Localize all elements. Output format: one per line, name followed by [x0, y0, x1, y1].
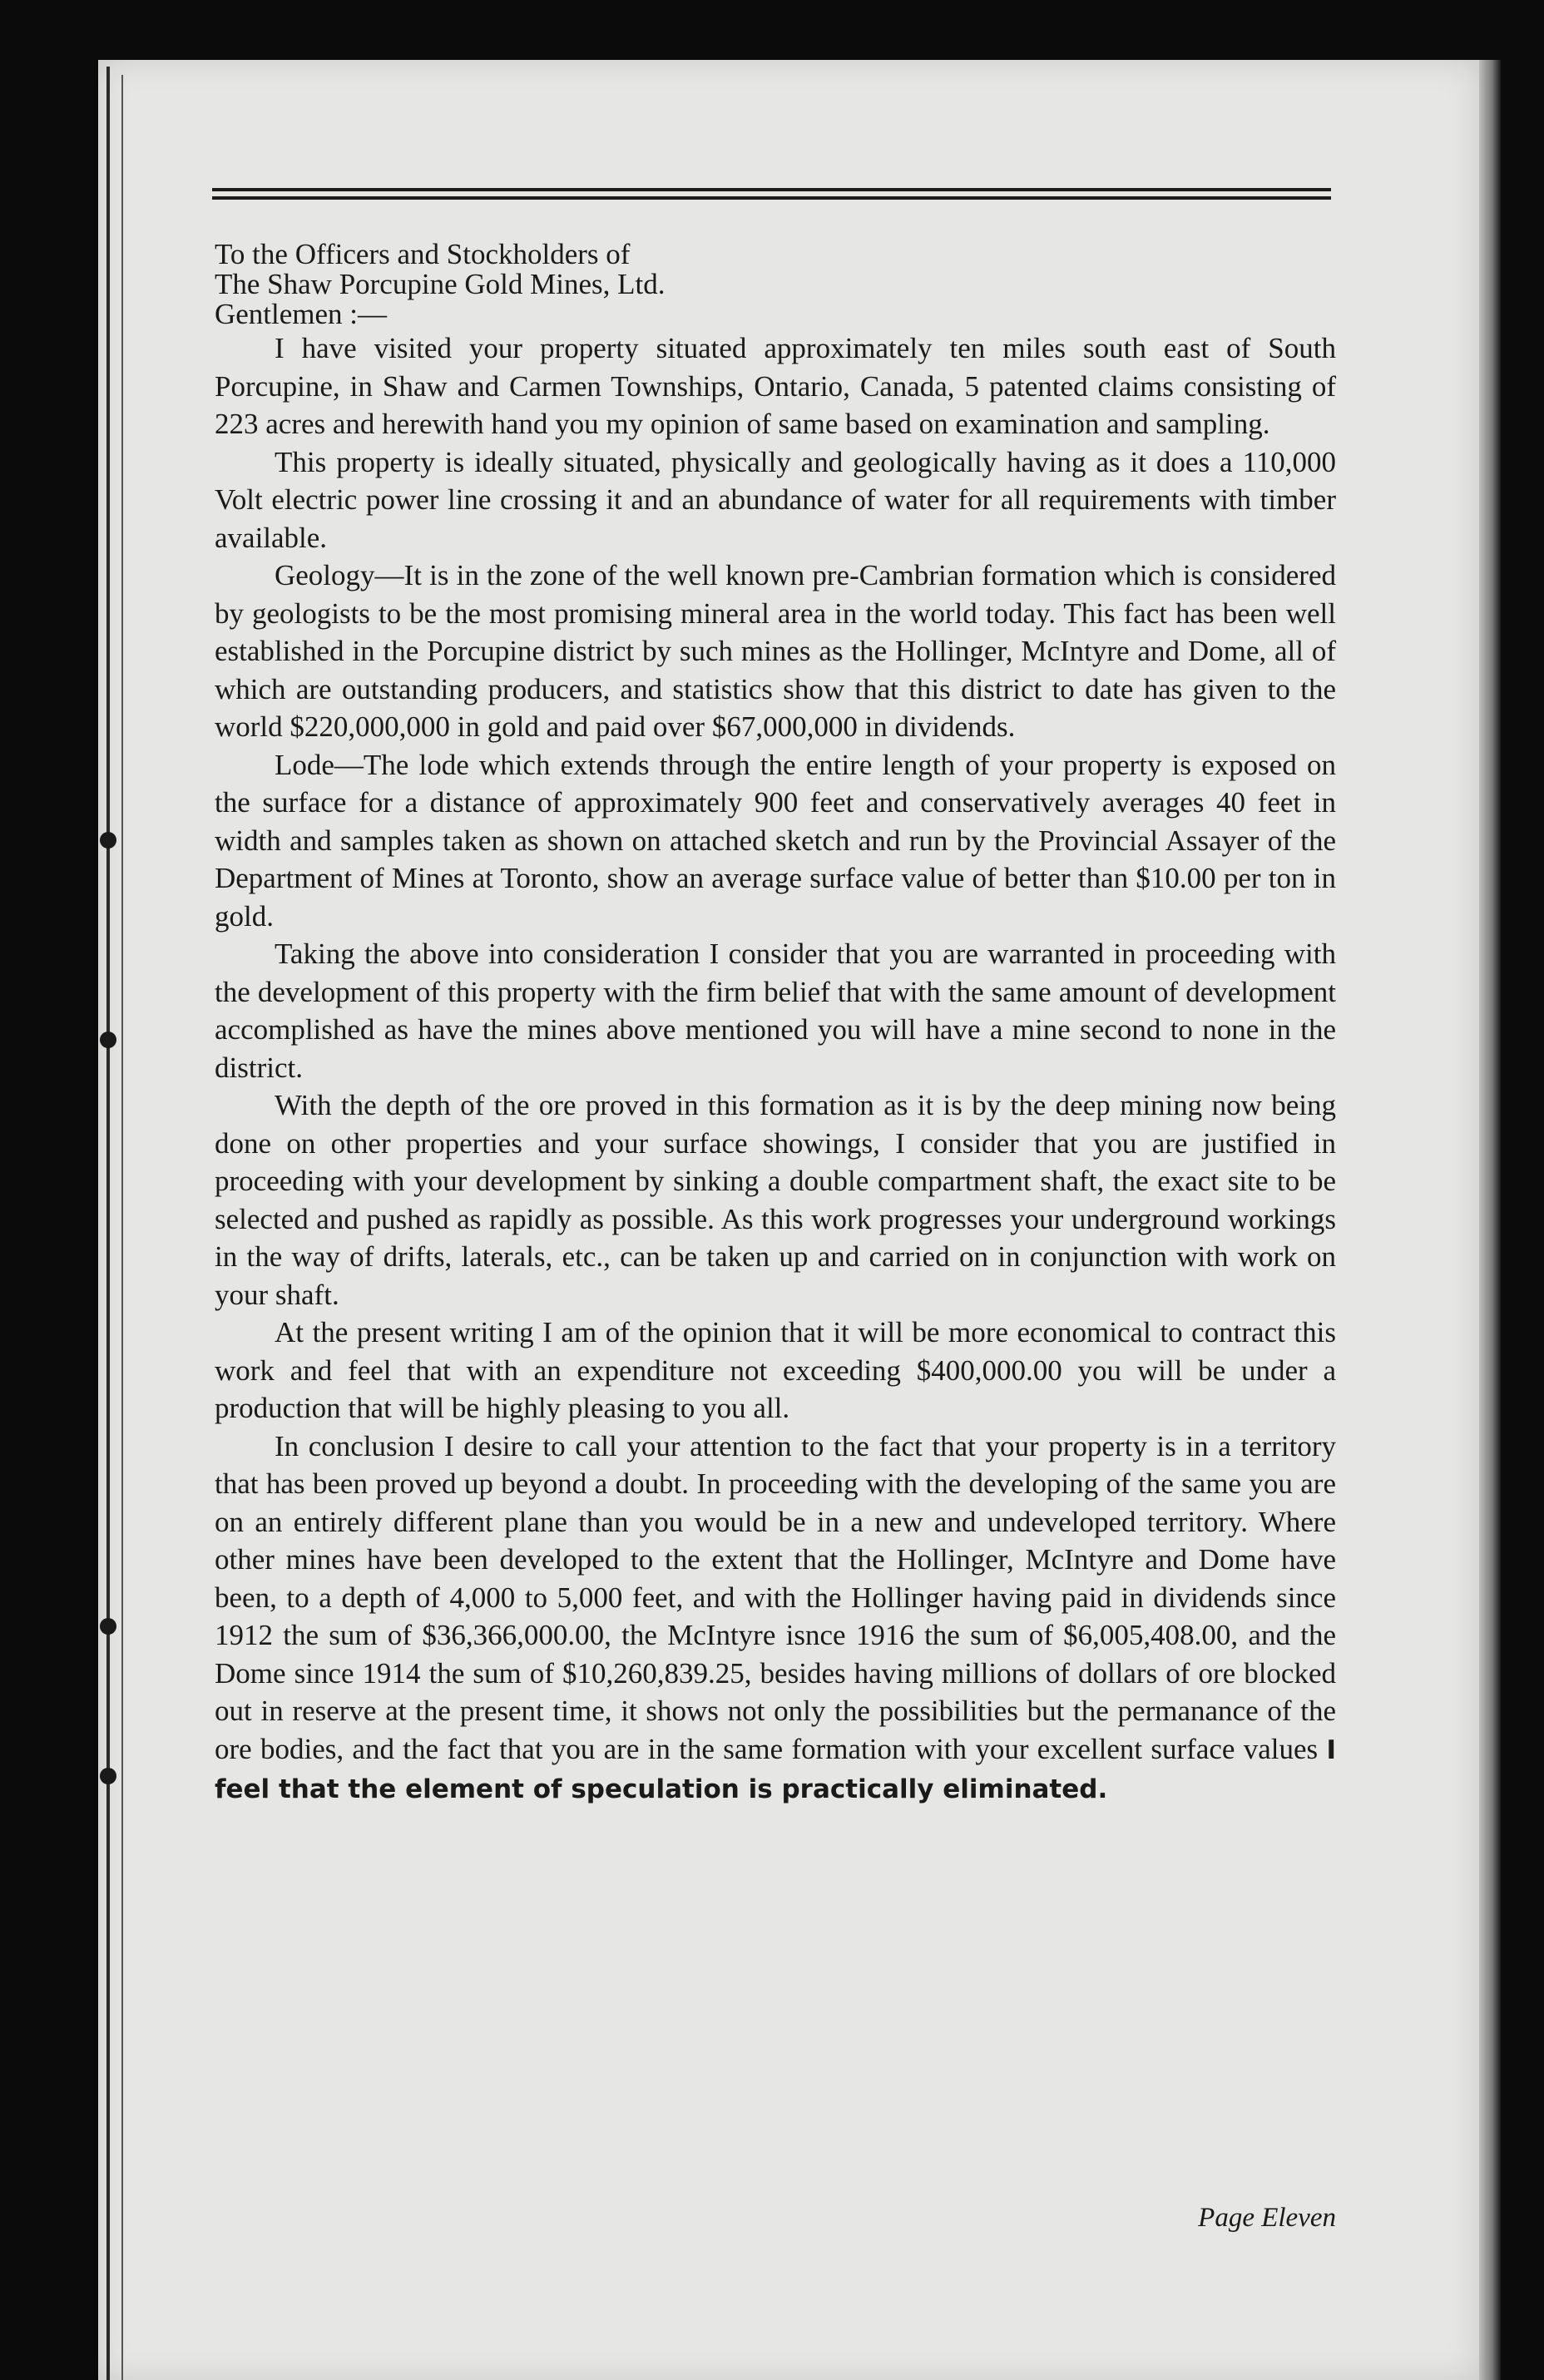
stitch-mark [100, 1618, 116, 1635]
address-line-1: To the Officers and Stockholders of [215, 238, 631, 270]
stitch-mark [100, 1032, 116, 1048]
stitch-mark [100, 832, 116, 849]
binding-edge [106, 67, 110, 2380]
paragraph-geology: Geology—It is in the zone of the well known pre-Cambrian formation which is considered by geologists to be the most promising mineral area in the world today. This fact has been well established in the Porcupine district by such mines as the Hollinger, McIntyre and Dome, all of which are outstanding producers, and statistics show that this district to date has given to the world $220,000,000 in gold and paid over $67,000,000 in dividends. [215, 559, 1336, 743]
stitch-mark [100, 1768, 116, 1784]
conclusion-bold-statement: I feel that the element of speculation is practically eliminated. [215, 1734, 1336, 1804]
paragraph-lode: Lode—The lode which extends through the entire length of your property is exposed on the surface for a distance of approximately 900 feet and conservatively averages 40 feet in width and samples taken as shown on attached sketch and run by the Provincial Assayer of the Department of Mines at Toronto, show an average surface value of better than $10.00 per ton in gold. [215, 748, 1336, 933]
address-block [215, 240, 1336, 329]
binding-edge-inner [121, 75, 123, 2380]
paragraph-shaft: With the depth of the ore proved in this formation as it is by the deep mining now being done on other properties and your surface showings, I consider that you are justified in proceeding with your development by sinking a double compartment shaft, the exact site to be selected and pushed as rapidly as possible. As this work progresses your underground workings in the way of drifts, laterals, etc., can be taken up and carried on in conjunction with work on your shaft. [215, 1089, 1336, 1311]
salutation: Gentlemen :— [215, 298, 388, 330]
conclusion-text: In conclusion I desire to call your attention to the fact that your property is in a territory that has been proved up beyond a doubt. In proceeding with the developing of the same you are on an entirely different plane than you would be in a new and undeveloped territory. Where other mines have been developed to the extent that the Hollinger, McIntyre and Dome have been, to a depth of 4,000 to 5,000 feet, and with the Hollinger having paid in dividends since 1912 the sum of $36,366,000.00, the McIntyre isnce 1916 the sum of $6,005,408.00, and the Dome since 1914 the sum of $10,260,839.25, besides having millions of dollars of ore blocked out in reserve at the present time, it shows not only the possibilities but the permanance of the ore bodies, and the fact that you are in the same formation with your excellent surface values [215, 1429, 1336, 1765]
address-line-2: The Shaw Porcupine Gold Mines, Ltd. [215, 268, 666, 300]
paragraph-conclusion [215, 1428, 1336, 1809]
paragraph-contract: At the present writing I am of the opinion that it will be more economical to contract this work and feel that with an expenditure not exceeding $400,000.00 you will be under a production that will be highly pleasing to you all. [215, 1316, 1336, 1424]
page-number-label: Page Eleven [1198, 2203, 1336, 2233]
header-double-rule [212, 188, 1331, 200]
paragraph-intro: I have visited your property situated approximately ten miles south east of South Porcupine, in Shaw and Carmen Townships, Ontario, Canada, 5 patented claims consisting of 223 acres and herewith hand you my opinion of same based on examination and sampling. [215, 332, 1336, 440]
paragraph-recommendation: Taking the above into consideration I consider that you are warranted in proceeding with the development of this property with the firm belief that with the same amount of development accomplished as have the mines above mentioned you will have a mine second to none in the district. [215, 938, 1336, 1084]
paragraph-situation: This property is ideally situated, physically and geologically having as it does a 110,000 Volt electric power line crossing it and an abundance of water for all requirements with timber available. [215, 445, 1336, 554]
letter-body [215, 240, 1336, 1809]
page-edge-shadow [1479, 60, 1501, 2380]
